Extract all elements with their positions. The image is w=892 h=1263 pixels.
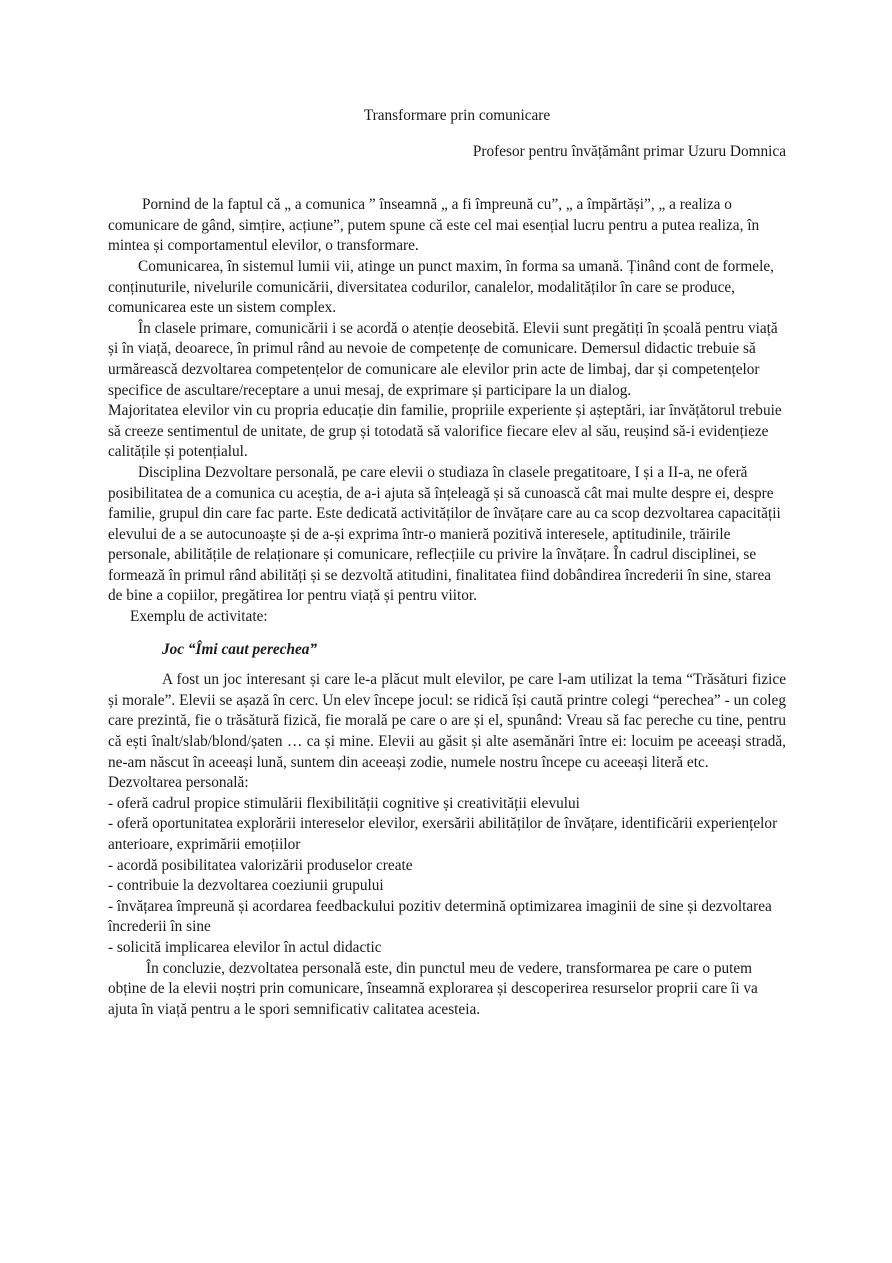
game-description: A fost un joc interesant și care le-a plăcut mult elevilor, pe care l-am utilizat la tema “Trăsături fizice și morale”. Elevii se așază în cerc. Un elev începe jocul: se ridică își caută printre colegi “perechea” - un coleg care prezintă, fie o trăsătură fizică, fie morală pe care o are și el, spunând: Vreau să fac pereche cu tine, pentru că ești înalt/slab/blond/șaten … ca și mine. Elevii au găsit și alte asemănări între ei: locuim pe aceeași stradă, ne-am născut în aceeași lună, suntem din aceeași zodie, numele nostru începe cu aceeași literă etc.	[108, 671, 786, 771]
paragraph-intro: Pornind de la faptul că „ a comunica ” înseamnă „ a fi împreună cu”, „ a împărtăși”, „ a realiza o comunicare de gând, simțire, acțiune”, putem spune că este cel mai esențial lucru pentru a putea realiza, în mintea și comportamentul elevilor, o transformare.	[108, 196, 760, 255]
list-item: - solicită implicarea elevilor în actul didactic	[108, 938, 382, 956]
paragraph-discipline: Disciplina Dezvoltare personală, pe care elevii o studiaza în clasele pregatitoare, I și a II-a, ne oferă posibilitatea de a comunica cu aceștia, de a-i ajuta să înțeleagă și să cunoască cât mai multe despre ei, despre familie, grupul din care fac parte. Este dedicată activităților de învățare care au ca scop dezvoltarea capacității elevului de a se autocunoaște și de a-și exprima într-o manieră pozitivă interesele, aptitudinile, trăirile personale, abilitățile de relaționare și comunicare, reflecțiile cu privire la învățare. În cadrul disciplinei, se formează în primul rând abilități și se dezvoltă atitudini, finalitatea fiind dobândirea încrederii în sine, starea de bine a copiilor, pregătirea lor pentru viață și pentru viitor.	[108, 463, 781, 605]
game-title: Joc “Îmi caut perechea”	[162, 640, 318, 658]
list-item: - oferă oportunitatea explorării intereselor elevilor, exersării abilităților de învățare, identificării experiențelor anterioare, exprimării emoțiilor	[108, 815, 778, 853]
paragraph-primary-classes: În clasele primare, comunicării i se acordă o atenție deosebită. Elevii sunt pregătiți în școală pentru viață și în viață, deoarece, în primul rând au nevoie de competențe de comunicare. Demersul didactic trebuie să urmărească dezvoltarea competențelor de comunicare ale elevilor prin acte de limbaj, dar și competențelor specifice de ascultare/receptare a unui mesaj, de exprimare și participare la un dialog.	[108, 319, 778, 399]
paragraph-students-family: Majoritatea elevilor vin cu propria educație din familie, propriile experiente și așteptări, iar învățătorul trebuie să creeze sentimentul de unitate, de grup și totodată să valorifice fiecare elev al său, reușind să-i evidențieze calitățile și potențialul.	[108, 402, 782, 461]
document-page	[108, 106, 786, 1020]
benefits-list	[108, 794, 786, 959]
list-item: - acordă posibilitatea valorizării produselor create	[108, 856, 413, 874]
list-item: - învățarea împreună și acordarea feedbackului pozitiv determină optimizarea imaginii de sine și dezvoltarea încrederii în sine	[108, 897, 772, 936]
paragraph-conclusion: În concluzie, dezvoltatea personală este, din punctul meu de vedere, transformarea pe care o putem obține de la elevii noștri prin comunicare, înseamnă explorarea și descoperirea resurselor proprii care îi va ajuta în viață pentru a le spori semnificativ calitatea acesteia.	[108, 959, 758, 1018]
list-heading: Dezvoltarea personală:	[108, 774, 249, 792]
paragraph-communication-system: Comunicarea, în sistemul lumii vii, atinge un punct maxim, în forma sa umană. Ținând cont de formele, conținuturile, nivelurile comunicării, diversitatea codurilor, canalelor, modalităților în care se produce, comunicarea este un sistem complex.	[108, 257, 774, 317]
example-label: Exemplu de activitate:	[130, 608, 268, 626]
list-item: - contribuie la dezvoltarea coeziunii grupului	[108, 877, 384, 895]
author-line: Profesor pentru învățământ primar Uzuru Domnica	[472, 142, 786, 160]
document-title: Transformare prin comunicare	[363, 107, 551, 124]
list-item: - oferă cadrul propice stimulării flexibilității cognitive și creativității elevului	[108, 794, 580, 812]
